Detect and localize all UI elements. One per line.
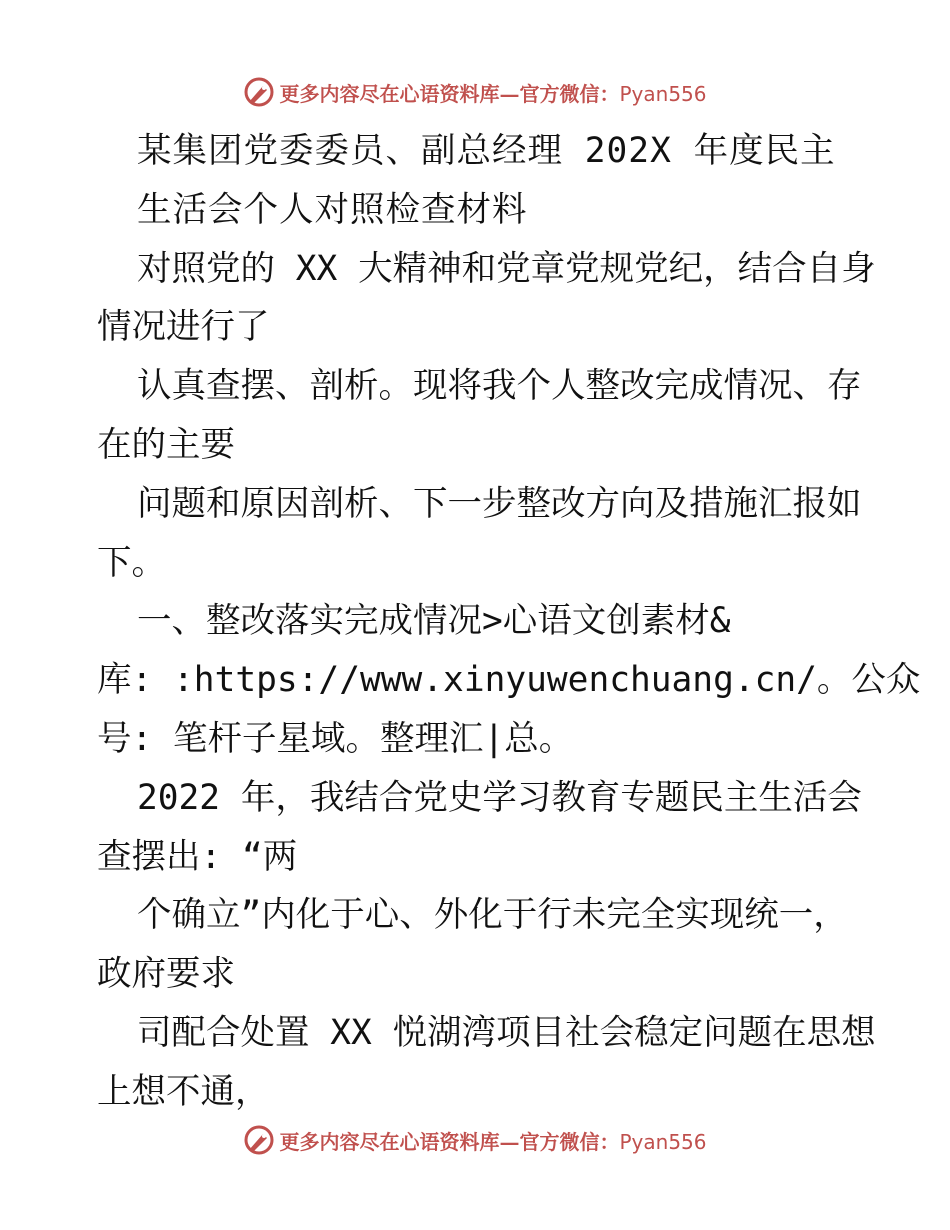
doc-line: 政府要求 <box>97 954 235 995</box>
doc-line: 上想不通， <box>97 1071 270 1112</box>
doc-line: 问题和原因剖析、下一步整改方向及措施汇报如 <box>137 483 862 524</box>
doc-title-line-2: 生活会个人对照检查材料 <box>137 189 528 230</box>
banner-dash: — <box>499 1129 520 1154</box>
doc-line: 库: :https://www.xinyuwenchuang.cn/。公众 <box>97 660 921 701</box>
footer-banner <box>0 1120 950 1160</box>
doc-line: 个确立”内化于心、外化于行未完全实现统一， <box>137 895 848 936</box>
doc-line: 司配合处置 XX 悦湖湾项目社会稳定问题在思想 <box>137 1012 876 1053</box>
doc-line: 2022 年，我结合党史学习教育专题民主生活会 <box>137 777 862 818</box>
banner-slogan: 更多内容尽在心语资料库 <box>279 81 500 106</box>
pen-nib-logo-icon <box>243 1124 275 1156</box>
banner-text <box>279 1126 706 1155</box>
header-banner <box>0 72 950 112</box>
banner-wechat-label: 官方微信： <box>519 81 620 106</box>
banner-text <box>279 78 706 107</box>
banner-wechat-label: 官方微信： <box>519 1129 620 1154</box>
section-heading: 一、整改落实完成情况>心语文创素材& <box>137 601 731 642</box>
banner-wechat-id: Pyan556 <box>619 1129 707 1154</box>
doc-line: 下。 <box>97 542 166 583</box>
doc-line: 对照党的 XX 大精神和党章党规党纪，结合自身 <box>137 248 876 289</box>
banner-wechat-id: Pyan556 <box>619 81 707 106</box>
document-body <box>97 122 921 1122</box>
doc-title-line-1: 某集团党委委员、副总经理 202X 年度民主 <box>137 131 836 171</box>
pen-nib-logo-icon <box>243 76 275 108</box>
doc-line: 号: 笔杆子星域。整理汇|总。 <box>97 718 574 759</box>
doc-line: 查摆出: “两 <box>97 836 298 877</box>
doc-line: 情况进行了 <box>97 307 270 348</box>
doc-line: 在的主要 <box>97 424 235 465</box>
banner-slogan: 更多内容尽在心语资料库 <box>279 1129 500 1154</box>
doc-line: 认真查摆、剖析。现将我个人整改完成情况、存 <box>137 366 862 407</box>
banner-dash: — <box>499 81 520 106</box>
